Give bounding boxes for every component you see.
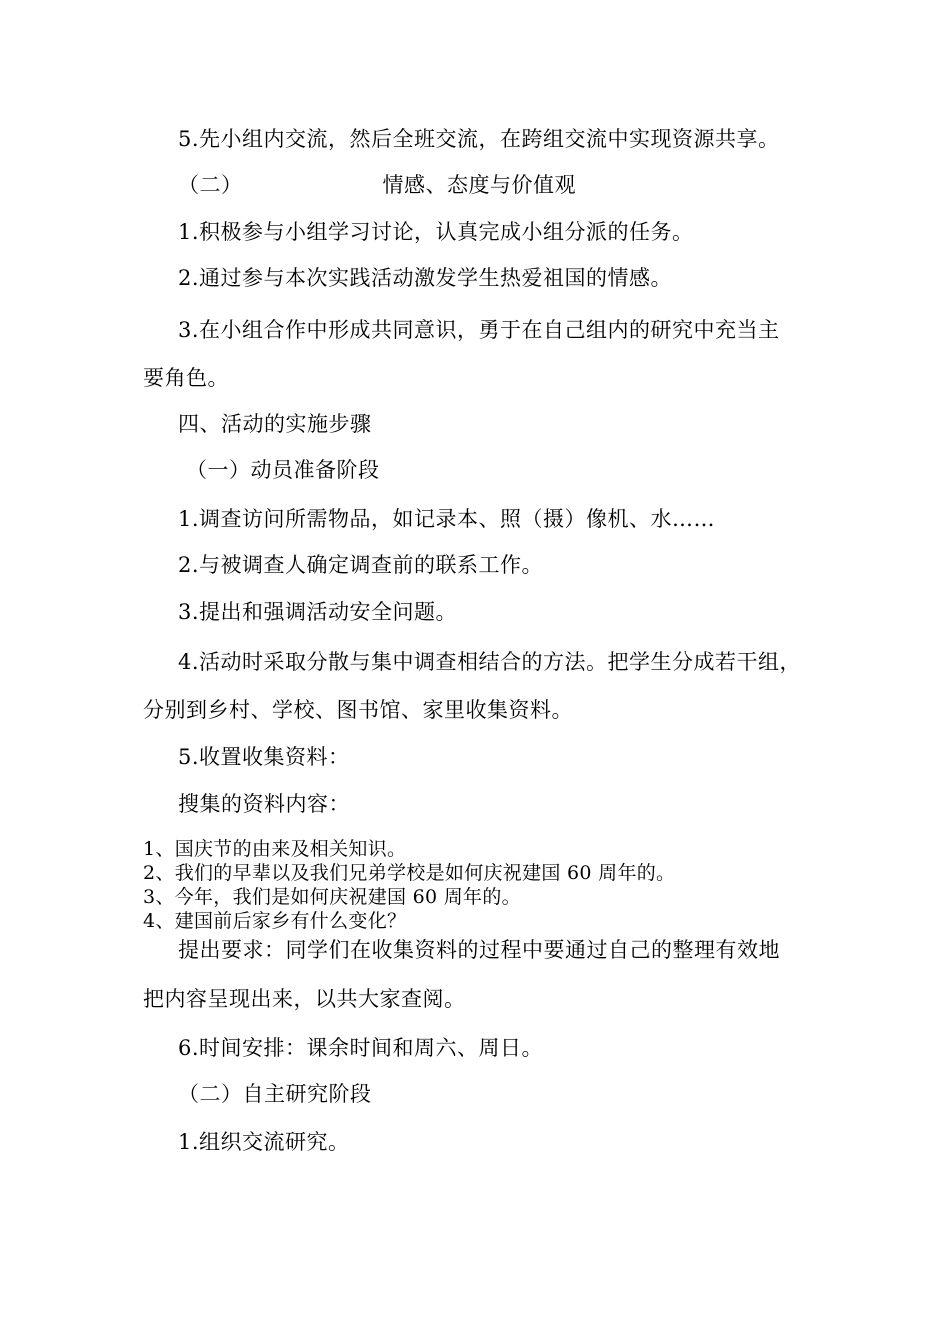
list-item-1: 1、国庆节的由来及相关知识。: [143, 838, 407, 860]
paragraph-resource-sharing: 5.先小组内交流，然后全班交流，在跨组交流中实现资源共享。: [178, 127, 780, 151]
paragraph-item-1: 1.积极参与小组学习讨论，认真完成小组分派的任务。: [178, 220, 694, 244]
section-heading-4: 四、活动的实施步骤: [178, 412, 372, 436]
list-item-3: 3、今年，我们是如何庆祝建国 60 周年的。: [143, 886, 521, 908]
requirements-paragraph: 提出要求：同学们在收集资料的过程中要通过自己的整理有效地: [178, 938, 780, 962]
step-item-1: 1.调查访问所需物品，如记录本、照（摄）像机、水……: [178, 507, 716, 531]
paragraph-item-3-cont: 要角色。: [143, 366, 229, 390]
section-heading-2: [178, 172, 576, 198]
subsection-heading-1: （一）动员准备阶段: [186, 458, 380, 482]
subsection-heading-2: （二）自主研究阶段: [178, 1082, 372, 1106]
research-item-1: 1.组织交流研究。: [178, 1130, 350, 1154]
section-number: （二）: [178, 173, 243, 197]
list-item-4: 4、建国前后家乡有什么变化？: [143, 910, 407, 932]
step-item-2: 2.与被调查人确定调查前的联系工作。: [178, 553, 544, 577]
step-item-5: 5.收置收集资料：: [178, 745, 350, 769]
collected-content-heading: 搜集的资料内容：: [178, 792, 350, 816]
list-item-2: 2、我们的早辈以及我们兄弟学校是如何庆祝建国 60 周年的。: [143, 862, 676, 884]
step-item-4-cont: 分别到乡村、学校、图书馆、家里收集资料。: [143, 698, 573, 722]
requirements-paragraph-cont: 把内容呈现出来，以共大家查阅。: [143, 987, 466, 1011]
section-title: 情感、态度与价值观: [382, 173, 576, 197]
paragraph-item-2: 2.通过参与本次实践活动激发学生热爱祖国的情感。: [178, 266, 673, 290]
schedule-item-6: 6.时间安排：课余时间和周六、周日。: [178, 1036, 544, 1060]
step-item-3: 3.提出和强调活动安全问题。: [178, 600, 458, 624]
step-item-4: 4.活动时采取分散与集中调查相结合的方法。把学生分成若干组，: [178, 650, 802, 674]
paragraph-item-3: 3.在小组合作中形成共同意识，勇于在自己组内的研究中充当主: [178, 318, 780, 342]
